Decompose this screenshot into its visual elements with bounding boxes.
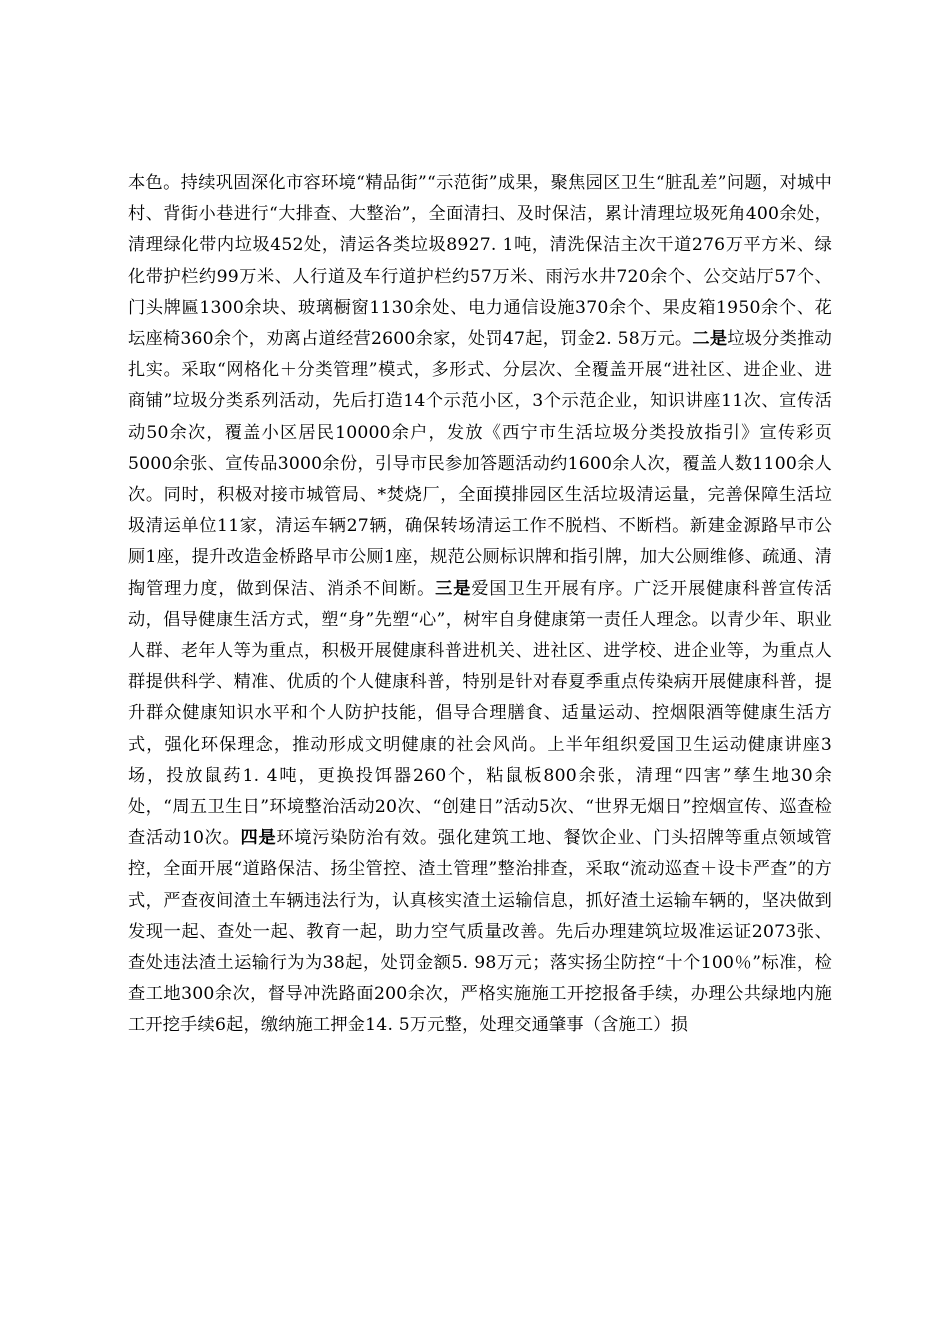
lead-marker-third: 三是: [435, 578, 472, 599]
body-paragraph: [128, 168, 832, 1042]
lead-marker-second: 二是: [692, 329, 728, 350]
paragraph-text-patriotic-health: 爱国卫生开展有序。广泛开展健康科普宣传活动，倡导健康生活方式，塑“身”先塑“心”，树牢自身健康第一责任人理念。以青少年、职业人群、老年人等为重点，积极开展健康科普进机关、进社区、进学校、进企业等，为重点人群提供科学、精准、优质的个人健康科普，特别是针对春夏季重点传染病开展健康科普，提升群众健康知识水平和个人防护技能，倡导合理膳食、适量运动、控烟限酒等健康生活方式，强化环保理念，推动形成文明健康的社会风尚。上半年组织爱国卫生运动健康讲座3场，投放鼠药1. 4吨，更换投饵器260个，粘鼠板800余张，清理“四害”孳生地30余处，“周五卫生日”环境整治活动20次、“创建日”活动5次、“世界无烟日”控烟宣传、巡查检查活动10次。: [128, 578, 832, 849]
lead-marker-fourth: 四是: [240, 828, 277, 849]
paragraph-text-pollution-control: 环境污染防治有效。强化建筑工地、餐饮企业、门头招牌等重点领域管控，全面开展“道路保洁、扬尘管控、渣土管理”整治排查，采取“流动巡查＋设卡严查”的方式，严查夜间渣土车辆违法行为，认真核实渣土运输信息，抓好渣土运输车辆的，坚决做到发现一起、查处一起、教育一起，助力空气质量改善。先后办理建筑垃圾准运证2073张、查处违法渣土运输行为为38起，处罚金额5. 98万元；落实扬尘防控“十个100％”标准，检查工地300余次，督导冲洗路面200余次，严格实施施工开挖报备手续，办理公共绿地内施工开挖手续6起，缴纳施工押金14. 5万元整，处理交通肇事（含施工）损: [128, 828, 833, 1036]
paragraph-text-garbage-sorting: 垃圾分类推动扎实。采取“网格化＋分类管理”模式，多形式、分层次、全覆盖开展“进社区、进企业、进商铺”垃圾分类系列活动，先后打造14个示范小区，3个示范企业，知识讲座11次、宣传活动50余次，覆盖小区居民10000余户，发放《西宁市生活垃圾分类投放指引》宣传彩页5000余张、宣传品3000余份，引导市民参加答题活动约1600余人次，覆盖人数1100余人次。同时，积极对接市城管局、*焚烧厂，全面摸排园区生活垃圾清运量，完善保障生活垃圾清运单位11家，清运车辆27辆，确保转场清运工作不脱档、不断档。新建金源路早市公厕1座，提升改造金桥路早市公厕1座，规范公厕标识牌和指引牌，加大公厕维修、疏通、清掏管理力度，做到保洁、消杀不间断。: [128, 329, 832, 599]
paragraph-text-city-appearance: 本色。持续巩固深化市容环境“精品街”“示范街”成果，聚焦园区卫生“脏乱差”问题，对城中村、背街小巷进行“大排查、大整治”，全面清扫、及时保洁，累计清理垃圾死角400余处，清理绿化带内垃圾452处，清运各类垃圾8927. 1吨，清洗保洁主次干道276万平方米、绿化带护栏约99万米、人行道及车行道护栏约57万米、雨污水井720余个、公交站厅57个、门头牌匾1300余块、玻璃橱窗1130余处、电力通信设施370余个、果皮箱1950余个、花坛座椅360余个，劝离占道经营2600余家，处罚47起，罚金2. 58万元。: [128, 173, 832, 350]
